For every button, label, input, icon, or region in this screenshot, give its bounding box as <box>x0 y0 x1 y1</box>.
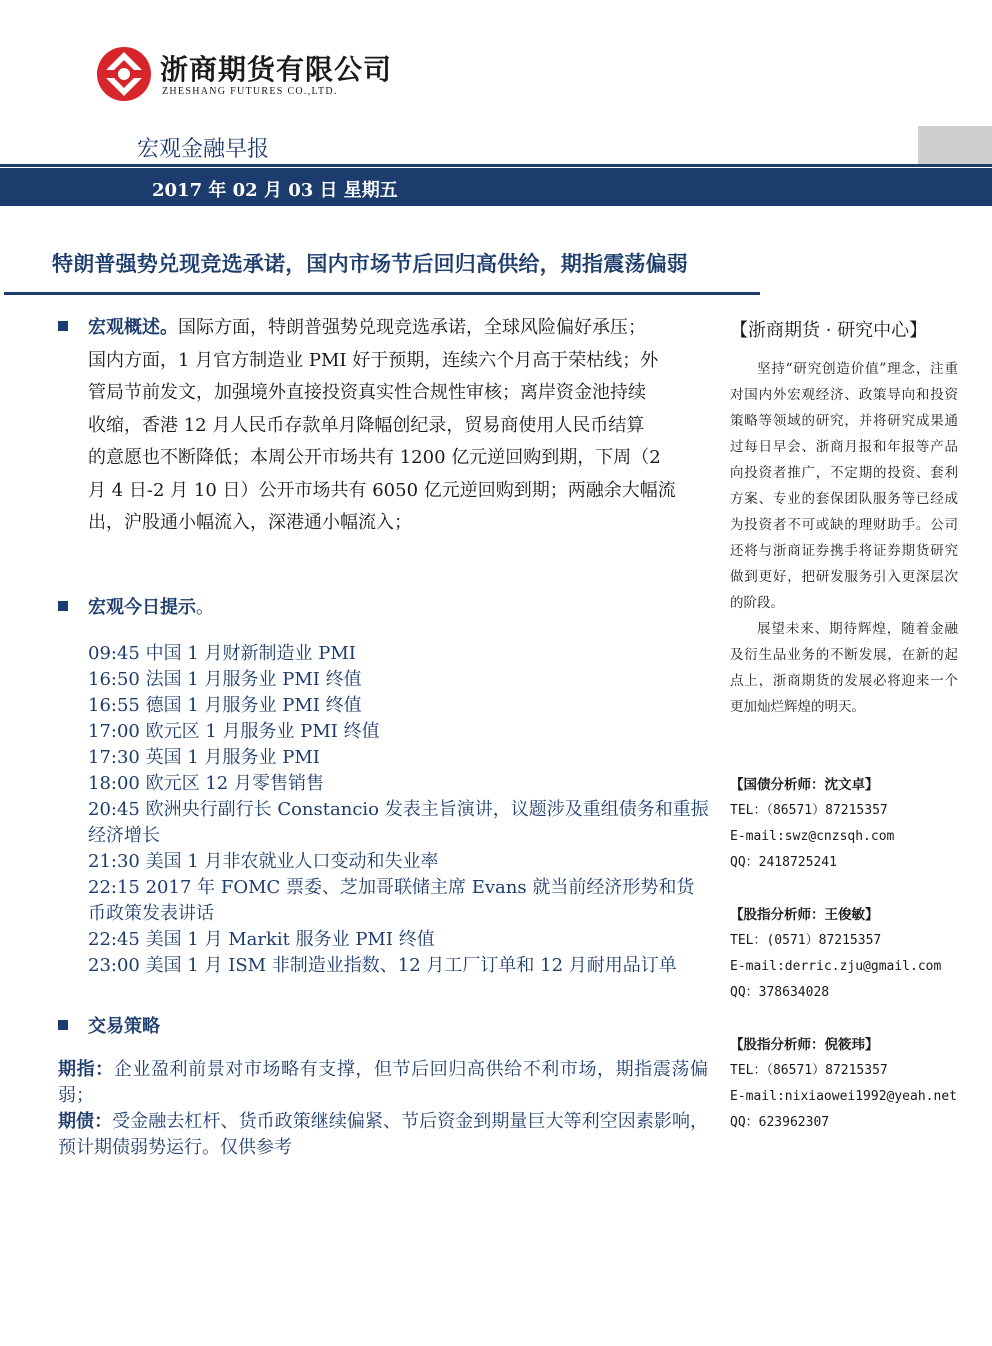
report-type-title: 宏观金融早报 <box>137 137 270 162</box>
macro-overview-line: 国内方面，1 月官方制造业 PMI 好于预期，连续六个月高于荣枯线；外 <box>88 349 659 371</box>
bullet-square-icon <box>58 1020 68 1030</box>
analyst-title: 【股指分析师：王俊敏】 <box>730 907 879 923</box>
analyst-card <box>730 1032 958 1136</box>
macro-overview-body <box>58 345 708 540</box>
analyst-title: 【股指分析师：倪筱玮】 <box>730 1037 879 1053</box>
company-name-en: ZHESHANG FUTURES CO.,LTD. <box>162 86 338 97</box>
bullet-square-icon <box>58 601 68 611</box>
macro-overview-line: 国际方面，特朗普强势兑现竞选承诺，全球风险偏好承压； <box>178 317 646 338</box>
schedule-item: 21:30 美国 1 月非农就业人口变动和失业率 <box>88 851 439 872</box>
schedule-item: 17:00 欧元区 1 月服务业 PMI 终值 <box>88 721 380 742</box>
schedule-item: 18:00 欧元区 12 月零售销售 <box>88 773 324 794</box>
company-logo-icon <box>96 46 152 102</box>
strategy-text: 受金融去杠杆、货币政策继续偏紧、节后资金到期量巨大等利空因素影响，预计期债弱势运行。仅供参考 <box>58 1111 708 1158</box>
schedule-item: 23:00 美国 1 月 ISM 非制造业指数、12 月工厂订单和 12 月耐用品订单 <box>88 955 677 976</box>
analyst-card <box>730 772 958 876</box>
company-name-cn: 浙商期货有限公司 <box>160 53 393 86</box>
schedule-item: 09:45 中国 1 月财新制造业 PMI <box>88 643 356 664</box>
analyst-qq: QQ：2418725241 <box>730 855 837 870</box>
strategy-label: 期指： <box>58 1059 114 1080</box>
macro-overview-line: 出，沪股通小幅流入，深港通小幅流入； <box>88 512 412 533</box>
macro-overview-section <box>58 312 708 540</box>
analyst-title: 【国债分析师：沈文卓】 <box>730 777 879 793</box>
research-center-sidebar <box>730 316 958 720</box>
macro-overview-line: 月 4 日-2 月 10 日）公开市场共有 6050 亿元逆回购到期；两融余大幅流 <box>88 479 676 501</box>
strategy-text: 企业盈利前景对市场略有支撑，但节后回归高供给不利市场，期指震荡偏弱； <box>58 1059 708 1106</box>
report-date: 2017 年 02 月 03 日 星期五 <box>152 180 398 201</box>
analyst-card <box>730 902 958 1006</box>
header-divider <box>0 164 992 167</box>
headline-underline <box>4 292 760 295</box>
schedule-item: 22:45 美国 1 月 Markit 服务业 PMI 终值 <box>88 929 435 950</box>
sidebar-paragraph: 展望未来、期待辉煌，随着金融及衍生品业务的不断发展，在新的起点上，浙商期货的发展必将迎来一个更加灿烂辉煌的明天。 <box>730 621 958 715</box>
strategy-heading: 交易策略 <box>88 1016 160 1037</box>
macro-today-heading: 宏观今日提示 <box>88 597 196 618</box>
analyst-qq: QQ：378634028 <box>730 985 830 1000</box>
analyst-tel: TEL：（86571）87215357 <box>730 803 888 818</box>
strategy-label: 期债： <box>58 1111 113 1132</box>
macro-today-heading-row <box>58 592 708 625</box>
schedule-item: 22:15 2017 年 FOMC 票委、芝加哥联储主席 Evans 就当前经济形势和货币政策发表讲话 <box>88 877 695 924</box>
macro-overview-heading: 宏观概述。 <box>88 317 178 338</box>
date-bar <box>0 168 992 206</box>
macro-today-heading-suffix: 。 <box>196 597 214 618</box>
macro-overview-line: 的意愿也不断降低；本周公开市场共有 1200 亿元逆回购到期，下周（2 <box>88 447 661 468</box>
schedule-item: 16:55 德国 1 月服务业 PMI 终值 <box>88 695 362 716</box>
schedule-item: 17:30 英国 1 月服务业 PMI <box>88 747 320 768</box>
schedule-item: 16:50 法国 1 月服务业 PMI 终值 <box>88 669 362 690</box>
analyst-qq: QQ：623962307 <box>730 1115 830 1130</box>
report-headline: 特朗普强势兑现竞选承诺，国内市场节后回归高供给，期指震荡偏弱 <box>52 252 688 276</box>
macro-today-list <box>88 641 710 979</box>
analyst-email: E-mail:derric.zju@gmail.com <box>730 959 942 974</box>
schedule-item: 20:45 欧洲央行副行长 Constancio 发表主旨演讲，议题涉及重组债务和重振经济增长 <box>88 799 709 846</box>
sidebar-title: 【浙商期货 · 研究中心】 <box>730 320 928 341</box>
macro-overview-line: 收缩，香港 12 月人民币存款单月降幅创纪录，贸易商使用人民币结算 <box>88 414 645 436</box>
macro-overview-line: 管局节前发文，加强境外直接投资真实性合规性审核；离岸资金池持续 <box>88 382 646 403</box>
analyst-tel: TEL：(0571）87215357 <box>730 933 882 948</box>
strategy-body <box>58 1057 708 1161</box>
bullet-square-icon <box>58 321 68 331</box>
analyst-email: E-mail:nixiaowei1992@yeah.net <box>730 1089 957 1104</box>
sidebar-paragraph: 坚持“研究创造价值”理念，注重对国内外宏观经济、政策导向和投资策略等领域的研究，并将研究成果通过每日早会、浙商月报和年报等产品向投资者推广，不定期的投资、套利方案、专业的套保团队服务等已经成为投资者不可或缺的理财助手。公司还将与浙商证券携手将证券期货研究做到更好，把研发服务引入更深层次的阶段。 <box>730 361 958 611</box>
strategy-item <box>58 1109 708 1161</box>
strategy-heading-row <box>58 1011 708 1044</box>
header-grey-block <box>918 126 992 164</box>
analyst-email: E-mail:swz@cnzsqh.com <box>730 829 895 844</box>
strategy-item <box>58 1057 708 1109</box>
analyst-tel: TEL：（86571）87215357 <box>730 1063 888 1078</box>
